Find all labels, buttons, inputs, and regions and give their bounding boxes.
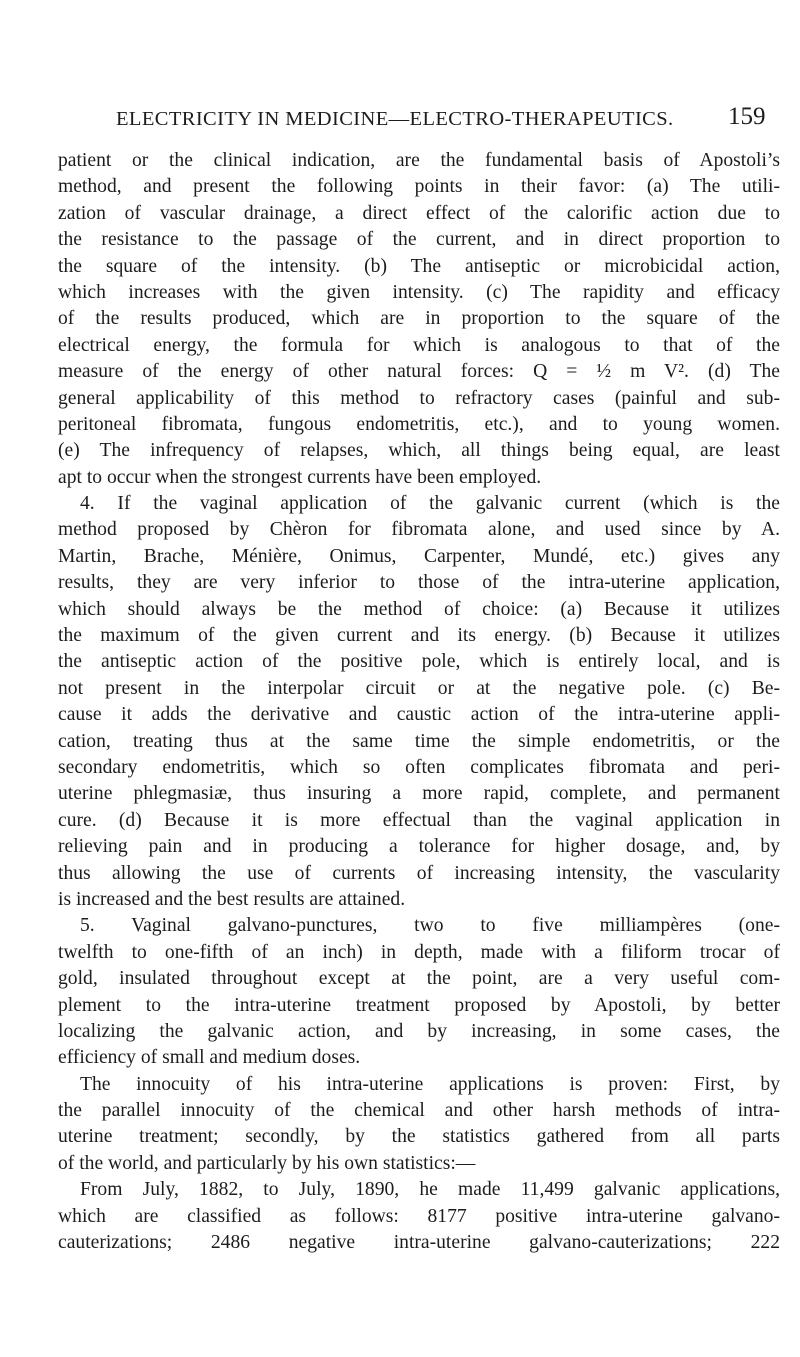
text-line: of the world, and particularly by his own statistics:— — [58, 1152, 476, 1174]
text-line: which increases with the given intensity. (c) The rapidity and efficacy — [58, 281, 780, 303]
page-number: 159 — [728, 103, 766, 130]
text-line: secondary endometritis, which so often complicates fibromata and peri- — [58, 756, 780, 778]
text-line: gold, insulated throughout except at the point, are a very useful com- — [58, 968, 780, 990]
text-line: peritoneal fibromata, fungous endometritis, etc.), and to young women. — [58, 413, 780, 435]
text-line: cauterizations; 2486 negative intra-uterine galvano-cauterizations; 222 — [58, 1232, 780, 1254]
text-line: measure of the energy of other natural forces: Q = ½ m V². (d) The — [58, 361, 780, 383]
text-line: general applicability of this method to refractory cases (painful and sub- — [58, 387, 780, 409]
text-line: of the results produced, which are in proportion to the square of the — [58, 308, 780, 330]
text-line: thus allowing the use of currents of increasing intensity, the vascularity — [58, 862, 780, 884]
text-line: the resistance to the passage of the current, and in direct proportion to — [58, 229, 780, 251]
text-line: relieving pain and in producing a tolerance for higher dosage, and, by — [58, 836, 780, 858]
text-line: patient or the clinical indication, are the fundamental basis of Apostoli’s — [58, 150, 780, 171]
text-line: localizing the galvanic action, and by increasing, in some cases, the — [58, 1020, 780, 1042]
text-line: the maximum of the given current and its energy. (b) Because it utilizes — [58, 625, 780, 647]
text-line: results, they are very inferior to those of the intra-uterine application, — [58, 572, 780, 594]
text-line: zation of vascular drainage, a direct effect of the calorific action due to — [58, 202, 780, 224]
text-line: 4. If the vaginal application of the galvanic current (which is the — [80, 493, 780, 515]
text-line: method, and present the following points in their favor: (a) The utili- — [58, 176, 780, 198]
text-line: cure. (d) Because it is more effectual than the vaginal application in — [58, 809, 780, 831]
text-line: twelfth to one-fifth of an inch) in depth, made with a filiform trocar of — [58, 941, 780, 963]
text-line: cause it adds the derivative and caustic action of the intra-uterine appli- — [58, 704, 780, 726]
text-line: uterine phlegmasiæ, thus insuring a more rapid, complete, and permanent — [58, 783, 780, 805]
text-line: The innocuity of his intra-uterine applications is proven: First, by — [80, 1073, 780, 1095]
text-line: is increased and the best results are attained. — [58, 888, 406, 910]
text-line: not present in the interpolar circuit or at the negative pole. (c) Be- — [58, 677, 780, 699]
text-line: apt to occur when the strongest currents have been employed. — [58, 466, 542, 488]
text-line: From July, 1882, to July, 1890, he made 11,499 galvanic applications, — [80, 1179, 780, 1201]
text-line: Martin, Brache, Ménière, Onimus, Carpenter, Mundé, etc.) gives any — [58, 545, 780, 567]
body-text — [58, 148, 780, 1256]
text-line: uterine treatment; secondly, by the statistics gathered from all parts — [58, 1126, 780, 1148]
text-line: electrical energy, the formula for which is analogous to that of the — [58, 334, 780, 356]
running-header: ELECTRICITY IN MEDICINE—ELECTRO-THERAPEUTICS. — [116, 108, 674, 130]
text-line: (e) The infrequency of relapses, which, all things being equal, are least — [58, 440, 780, 462]
text-line: method proposed by Chèron for fibromata alone, and used since by A. — [58, 519, 780, 541]
text-line: the parallel innocuity of the chemical and other harsh methods of intra- — [58, 1100, 780, 1122]
text-line: efficiency of small and medium doses. — [58, 1047, 361, 1069]
text-line: the square of the intensity. (b) The antiseptic or microbicidal action, — [58, 255, 780, 277]
text-line: which are classified as follows: 8177 positive intra-uterine galvano- — [58, 1205, 780, 1227]
text-line: cation, treating thus at the same time the simple endometritis, or the — [58, 730, 780, 752]
text-line: 5. Vaginal galvano-punctures, two to five milliampères (one- — [80, 915, 780, 937]
text-line: which should always be the method of choice: (a) Because it utilizes — [58, 598, 780, 620]
text-line: plement to the intra-uterine treatment proposed by Apostoli, by better — [58, 994, 780, 1016]
text-line: the antiseptic action of the positive pole, which is entirely local, and is — [58, 651, 780, 673]
